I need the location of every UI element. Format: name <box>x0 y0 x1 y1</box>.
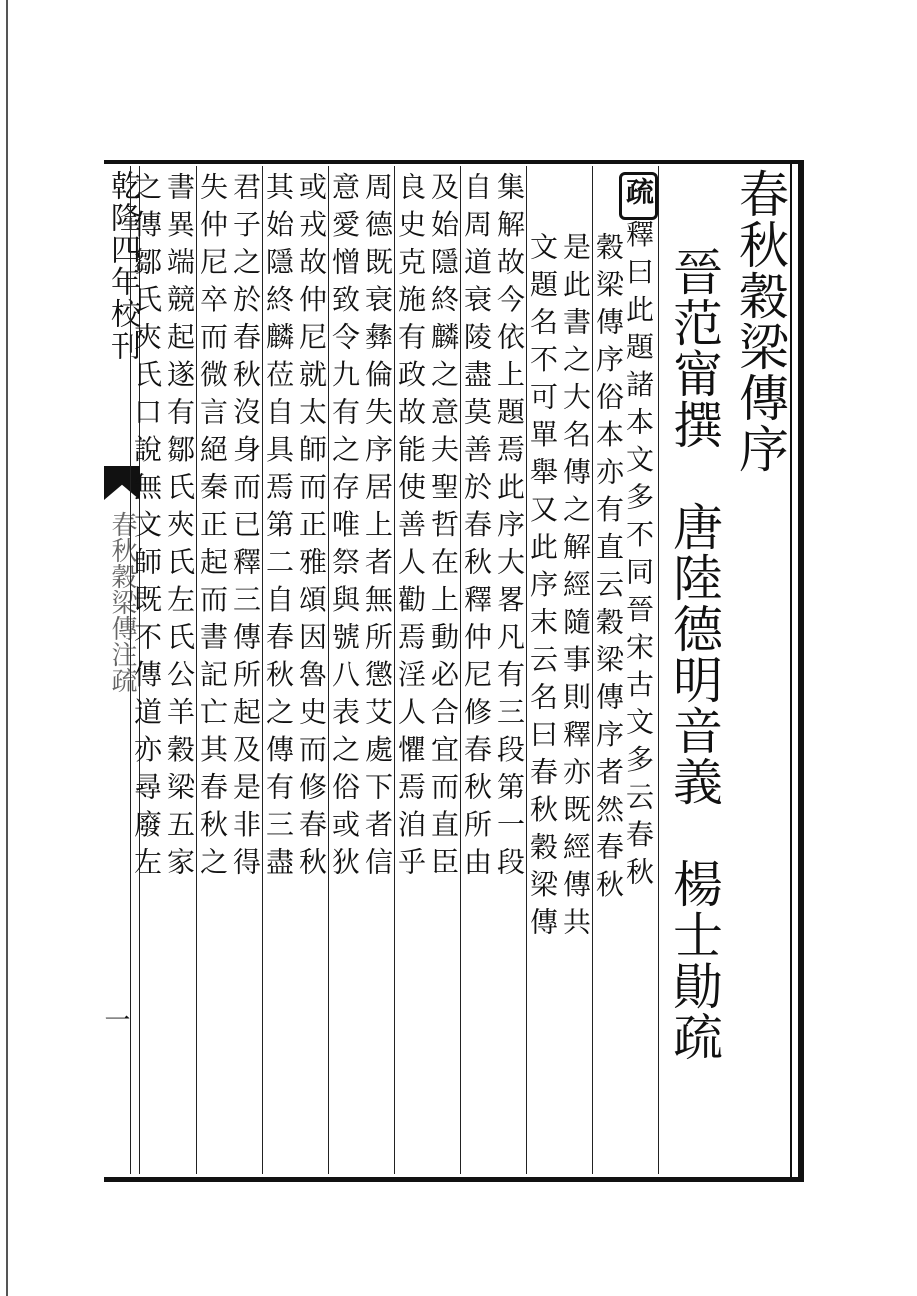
column-text: 良史克施有政故能使善人勸焉淫人懼焉洎乎 <box>394 172 427 885</box>
edition-note: 乾隆四年校刊 <box>105 170 140 362</box>
text-column <box>427 166 460 1174</box>
column-text: 穀梁傳序俗本亦有直云穀梁傳序者然春秋 <box>592 232 625 907</box>
text-column <box>622 166 658 1174</box>
column-text: 自周道衰陵盡莫善於春秋釋仲尼修春秋所由 <box>460 172 493 885</box>
right-inner-rule <box>790 160 792 1182</box>
column-text: 是此書之大名傳之解經隨事則釋亦既經傳共 <box>559 232 592 945</box>
spine-title: 春秋穀梁傳注疏 <box>107 511 137 693</box>
text-column <box>229 166 262 1174</box>
shu-commentary-marker-icon: 疏 <box>619 172 658 220</box>
column-text: 君子之於春秋沒身而已釋三傳所起及是非得 <box>229 172 262 885</box>
text-column <box>559 166 592 1174</box>
column-text: 其始隱終麟莅自具焉第二自春秋之傳有三盡 <box>262 172 295 885</box>
column-text: 集解故今依上題焉此序大畧凡有三段第一段 <box>493 172 526 885</box>
column-text: 及始隱終麟之意夫聖哲在上動必合宜而直臣 <box>427 172 460 885</box>
text-column <box>130 166 163 1174</box>
column-text: 之傳鄒氏夾氏口說無文師既不傳道亦尋廢左 <box>130 172 163 885</box>
text-column <box>460 166 493 1174</box>
text-column <box>592 166 625 1174</box>
bottom-border-rule <box>104 1177 804 1182</box>
folio-number: 一 <box>100 1006 130 1032</box>
right-border-rule <box>798 160 804 1182</box>
text-column <box>493 166 526 1174</box>
text-column <box>526 166 559 1174</box>
text-column <box>196 166 229 1174</box>
document-title: 春秋穀梁傳序 <box>731 168 789 474</box>
column-text: 釋曰此題諸本文多不同晉宋古文多云春秋 <box>622 219 655 895</box>
text-frame <box>100 160 804 1183</box>
text-column <box>361 166 394 1174</box>
column-text: 書異端競起遂有鄒氏夾氏左氏公羊穀梁五家 <box>163 172 196 885</box>
column-text: 意愛憎致令九有之存唯祭與號八表之俗或狄 <box>328 172 361 885</box>
column-text: 或戎故仲尼就太師而正雅頌因魯史而修春秋 <box>295 172 328 885</box>
column-text: 文題名不可單舉又此序末云名曰春秋穀梁傳 <box>526 232 559 945</box>
text-column <box>394 166 427 1174</box>
column-text: 周德既衰彝倫失序居上者無所懲艾處下者信 <box>361 172 394 885</box>
text-column <box>328 166 361 1174</box>
page-edge-line <box>6 0 8 1296</box>
top-border-rule <box>104 160 804 164</box>
author-attribution: 晉范甯撰 唐陸德明音義 楊士勛疏 <box>658 166 724 1174</box>
text-column <box>163 166 196 1174</box>
column-text: 失仲尼卒而微言絕秦正起而書記亡其春秋之 <box>196 172 229 885</box>
text-column <box>295 166 328 1174</box>
text-column <box>262 166 295 1174</box>
